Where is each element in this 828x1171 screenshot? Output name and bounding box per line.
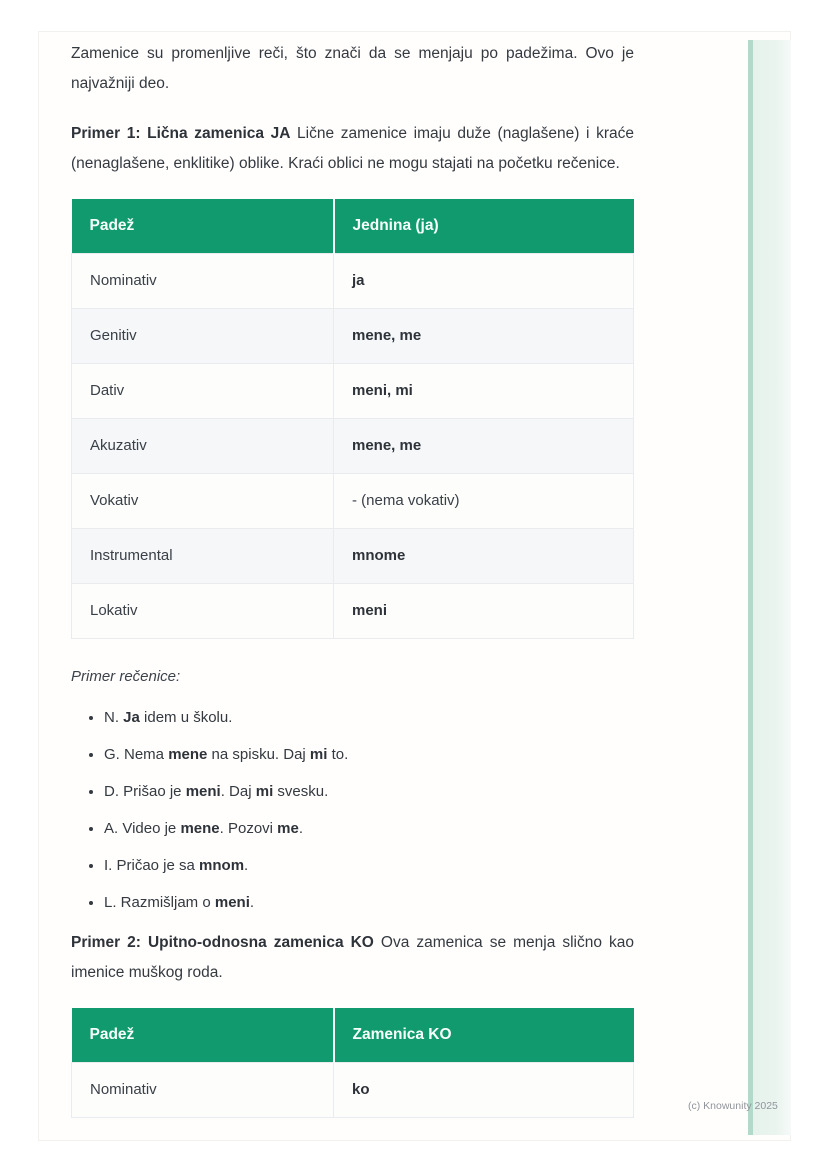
table-row bbox=[72, 364, 634, 419]
bold-text: meni bbox=[185, 783, 221, 800]
form-cell: ja bbox=[334, 254, 634, 309]
example-sentence-item bbox=[104, 891, 634, 914]
document-content bbox=[71, 39, 634, 1118]
bold-text: Primer 1: Lična zamenica JA bbox=[71, 125, 291, 142]
plain-text: Ova zamenica se menja slično kao imenice muškog roda. bbox=[71, 934, 634, 981]
plain-text: idem u školu. bbox=[139, 709, 233, 726]
table-row bbox=[72, 309, 634, 364]
case-cell: Nominativ bbox=[72, 1063, 334, 1118]
form-cell: mene, me bbox=[334, 419, 634, 474]
primer1-paragraph bbox=[71, 119, 634, 179]
plain-text: Zamenice su promenljive reči, što znači da se menjaju po padežima. Ovo je najvažniji deo. bbox=[71, 45, 634, 92]
example-sentence-item bbox=[104, 706, 634, 729]
decorative-green-strip bbox=[748, 40, 791, 1135]
plain-text: svesku. bbox=[273, 783, 329, 800]
bold-text: meni bbox=[214, 894, 250, 911]
table1-header-form: Jednina (ja) bbox=[334, 199, 634, 254]
table-row bbox=[72, 254, 634, 309]
plain-text: N. bbox=[104, 709, 124, 726]
case-cell: Vokativ bbox=[72, 474, 334, 529]
table-header-row bbox=[72, 1008, 634, 1063]
plain-text: D. Prišao je bbox=[104, 783, 186, 800]
plain-text: . bbox=[249, 894, 255, 911]
case-cell: Nominativ bbox=[72, 254, 334, 309]
bold-text: mnom bbox=[199, 857, 245, 874]
intro-paragraph bbox=[71, 39, 634, 99]
table2-header-form: Zamenica KO bbox=[334, 1008, 634, 1063]
table-row bbox=[72, 529, 634, 584]
plain-text: to. bbox=[327, 746, 349, 763]
table-row bbox=[72, 474, 634, 529]
table-row bbox=[72, 584, 634, 639]
table-row bbox=[72, 1063, 634, 1118]
example-sentence-item bbox=[104, 817, 634, 840]
bold-text: mene bbox=[180, 820, 220, 837]
example-sentence-item bbox=[104, 854, 634, 877]
bold-text: mi bbox=[309, 746, 328, 763]
bold-text: mi bbox=[255, 783, 274, 800]
declension-table-ko bbox=[71, 1008, 634, 1118]
bold-text: mene bbox=[168, 746, 208, 763]
form-cell: mnome bbox=[334, 529, 634, 584]
table-header-row bbox=[72, 199, 634, 254]
plain-text: . bbox=[298, 820, 304, 837]
plain-text: na spisku. Daj bbox=[207, 746, 310, 763]
document-page-card bbox=[38, 31, 791, 1141]
table-row bbox=[72, 419, 634, 474]
form-cell: meni bbox=[334, 584, 634, 639]
plain-text: . Pozovi bbox=[219, 820, 278, 837]
bold-text: Ja bbox=[123, 709, 140, 726]
plain-text: Lične zamenice imaju duže (naglašene) i kraće (nenaglašene, enklitike) oblike. Kraći oblici ne mogu stajati na početku rečenice. bbox=[71, 125, 634, 172]
example-sentence-item bbox=[104, 780, 634, 803]
bold-text: Primer 2: Upitno-odnosna zamenica KO bbox=[71, 934, 374, 951]
form-cell: meni, mi bbox=[334, 364, 634, 419]
case-cell: Lokativ bbox=[72, 584, 334, 639]
plain-text: . Daj bbox=[220, 783, 256, 800]
primer2-paragraph bbox=[71, 928, 634, 988]
case-cell: Genitiv bbox=[72, 309, 334, 364]
example-sentence-item bbox=[104, 743, 634, 766]
form-cell: - (nema vokativ) bbox=[334, 474, 634, 529]
bold-text: me bbox=[277, 820, 299, 837]
table1-header-case: Padež bbox=[72, 199, 334, 254]
plain-text: G. Nema bbox=[104, 746, 169, 763]
plain-text: I. Pričao je sa bbox=[104, 857, 200, 874]
table2-header-case: Padež bbox=[72, 1008, 334, 1063]
form-cell: ko bbox=[334, 1063, 634, 1118]
plain-text: L. Razmišljam o bbox=[104, 894, 215, 911]
declension-table-ja bbox=[71, 199, 634, 639]
form-cell: mene, me bbox=[334, 309, 634, 364]
copyright-watermark: (c) Knowunity 2025 bbox=[688, 1100, 778, 1112]
plain-text: A. Video je bbox=[104, 820, 181, 837]
plain-text: . bbox=[244, 857, 249, 874]
case-cell: Instrumental bbox=[72, 529, 334, 584]
example-sentences-heading: Primer rečenice: bbox=[71, 668, 181, 685]
case-cell: Dativ bbox=[72, 364, 334, 419]
example-sentences-list bbox=[71, 706, 634, 914]
case-cell: Akuzativ bbox=[72, 419, 334, 474]
